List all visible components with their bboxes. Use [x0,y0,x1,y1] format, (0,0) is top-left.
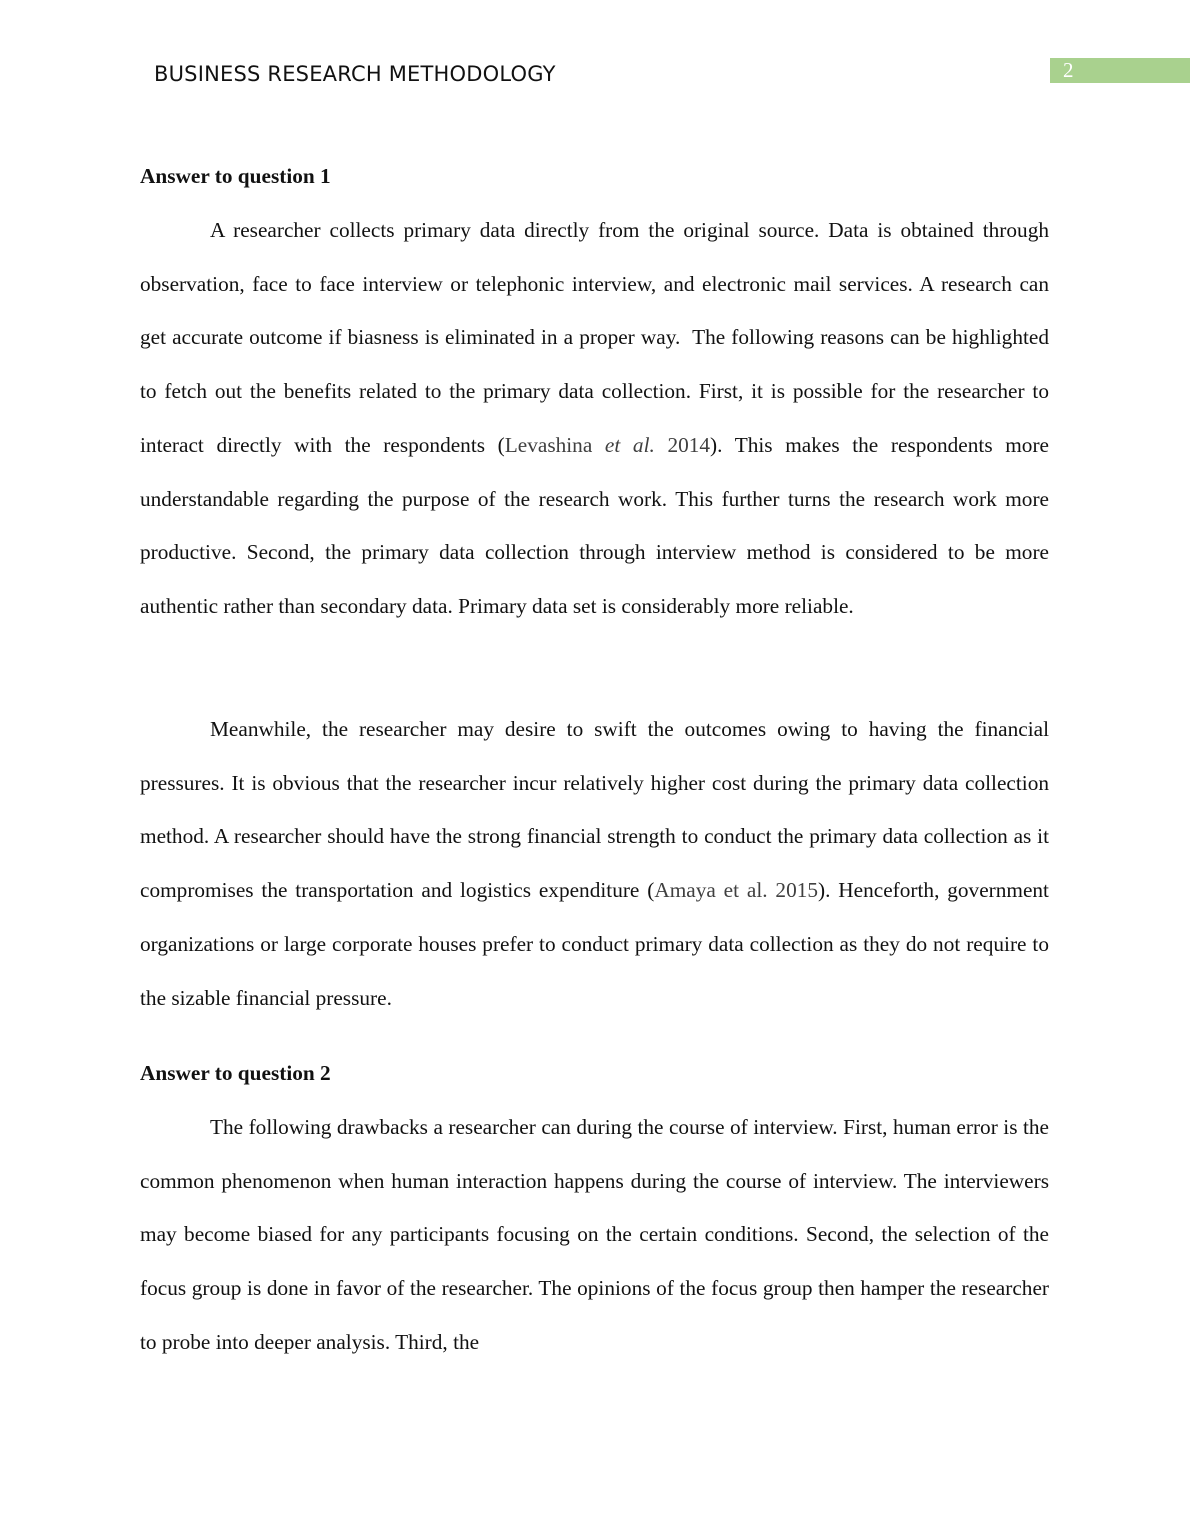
section-heading-question-2: Answer to question 2 [140,1061,331,1085]
citation-author: Levashina [504,432,593,457]
page-number-badge [1050,58,1190,83]
citation-levashina [505,433,710,457]
paragraph-text: ). This makes the respondents more understandable regarding the purpose of the research work. This further turns the research work more productive. Second, the primary data collection through interview method is considered to be more authentic rather than secondary data. Primary data set is considerably more reliable. [140,432,1049,618]
citation-et-al: et al. [604,432,655,457]
section-heading-question-1: Answer to question 1 [140,164,331,188]
paragraph-financial-pressures [140,703,1049,1025]
paragraph-interview-drawbacks [140,1101,1049,1370]
paragraph-text: Meanwhile, the researcher may desire to swift the outcomes owing to having the financial pressures. It is obvious that the researcher incur relatively higher cost during the primary data collection method. A researcher should have the strong financial strength to conduct the primary data collection as it compromises the transportation and logistics expenditure ( [140,717,1049,903]
paragraph-text: The following drawbacks a researcher can during the course of interview. First, human error is the common phenomenon when human interaction happens during the course of interview. The interviewers may become biased for any participants focusing on the certain conditions. Second, the selection of the focus group is done in favor of the researcher. The opinions of the focus group then hamper the researcher to probe into deeper analysis. Third, the [140,1115,1049,1354]
citation-amaya: Amaya et al. 2015 [654,878,819,903]
running-header-title: BUSINESS RESEARCH METHODOLOGY [154,62,556,86]
paragraph-text: A researcher collects primary data directly from the original source. Data is obtained through observation, face to face interview or telephonic interview, and electronic mail services. A research can get accurate outcome if biasness is eliminated in a proper way. The following reasons can be highlighted to fetch out the benefits related to the primary data collection. First, it is possible for the researcher to interact directly with the respondents ( [140,218,1049,457]
citation-year: 2014 [667,432,711,457]
paragraph-text: ). Henceforth, government organizations or large corporate houses prefer to conduct primary data collection as they do not require to the sizable financial pressure. [140,878,1049,1010]
paragraph-primary-data-benefits [140,204,1049,634]
page-number: 2 [1063,58,1074,82]
